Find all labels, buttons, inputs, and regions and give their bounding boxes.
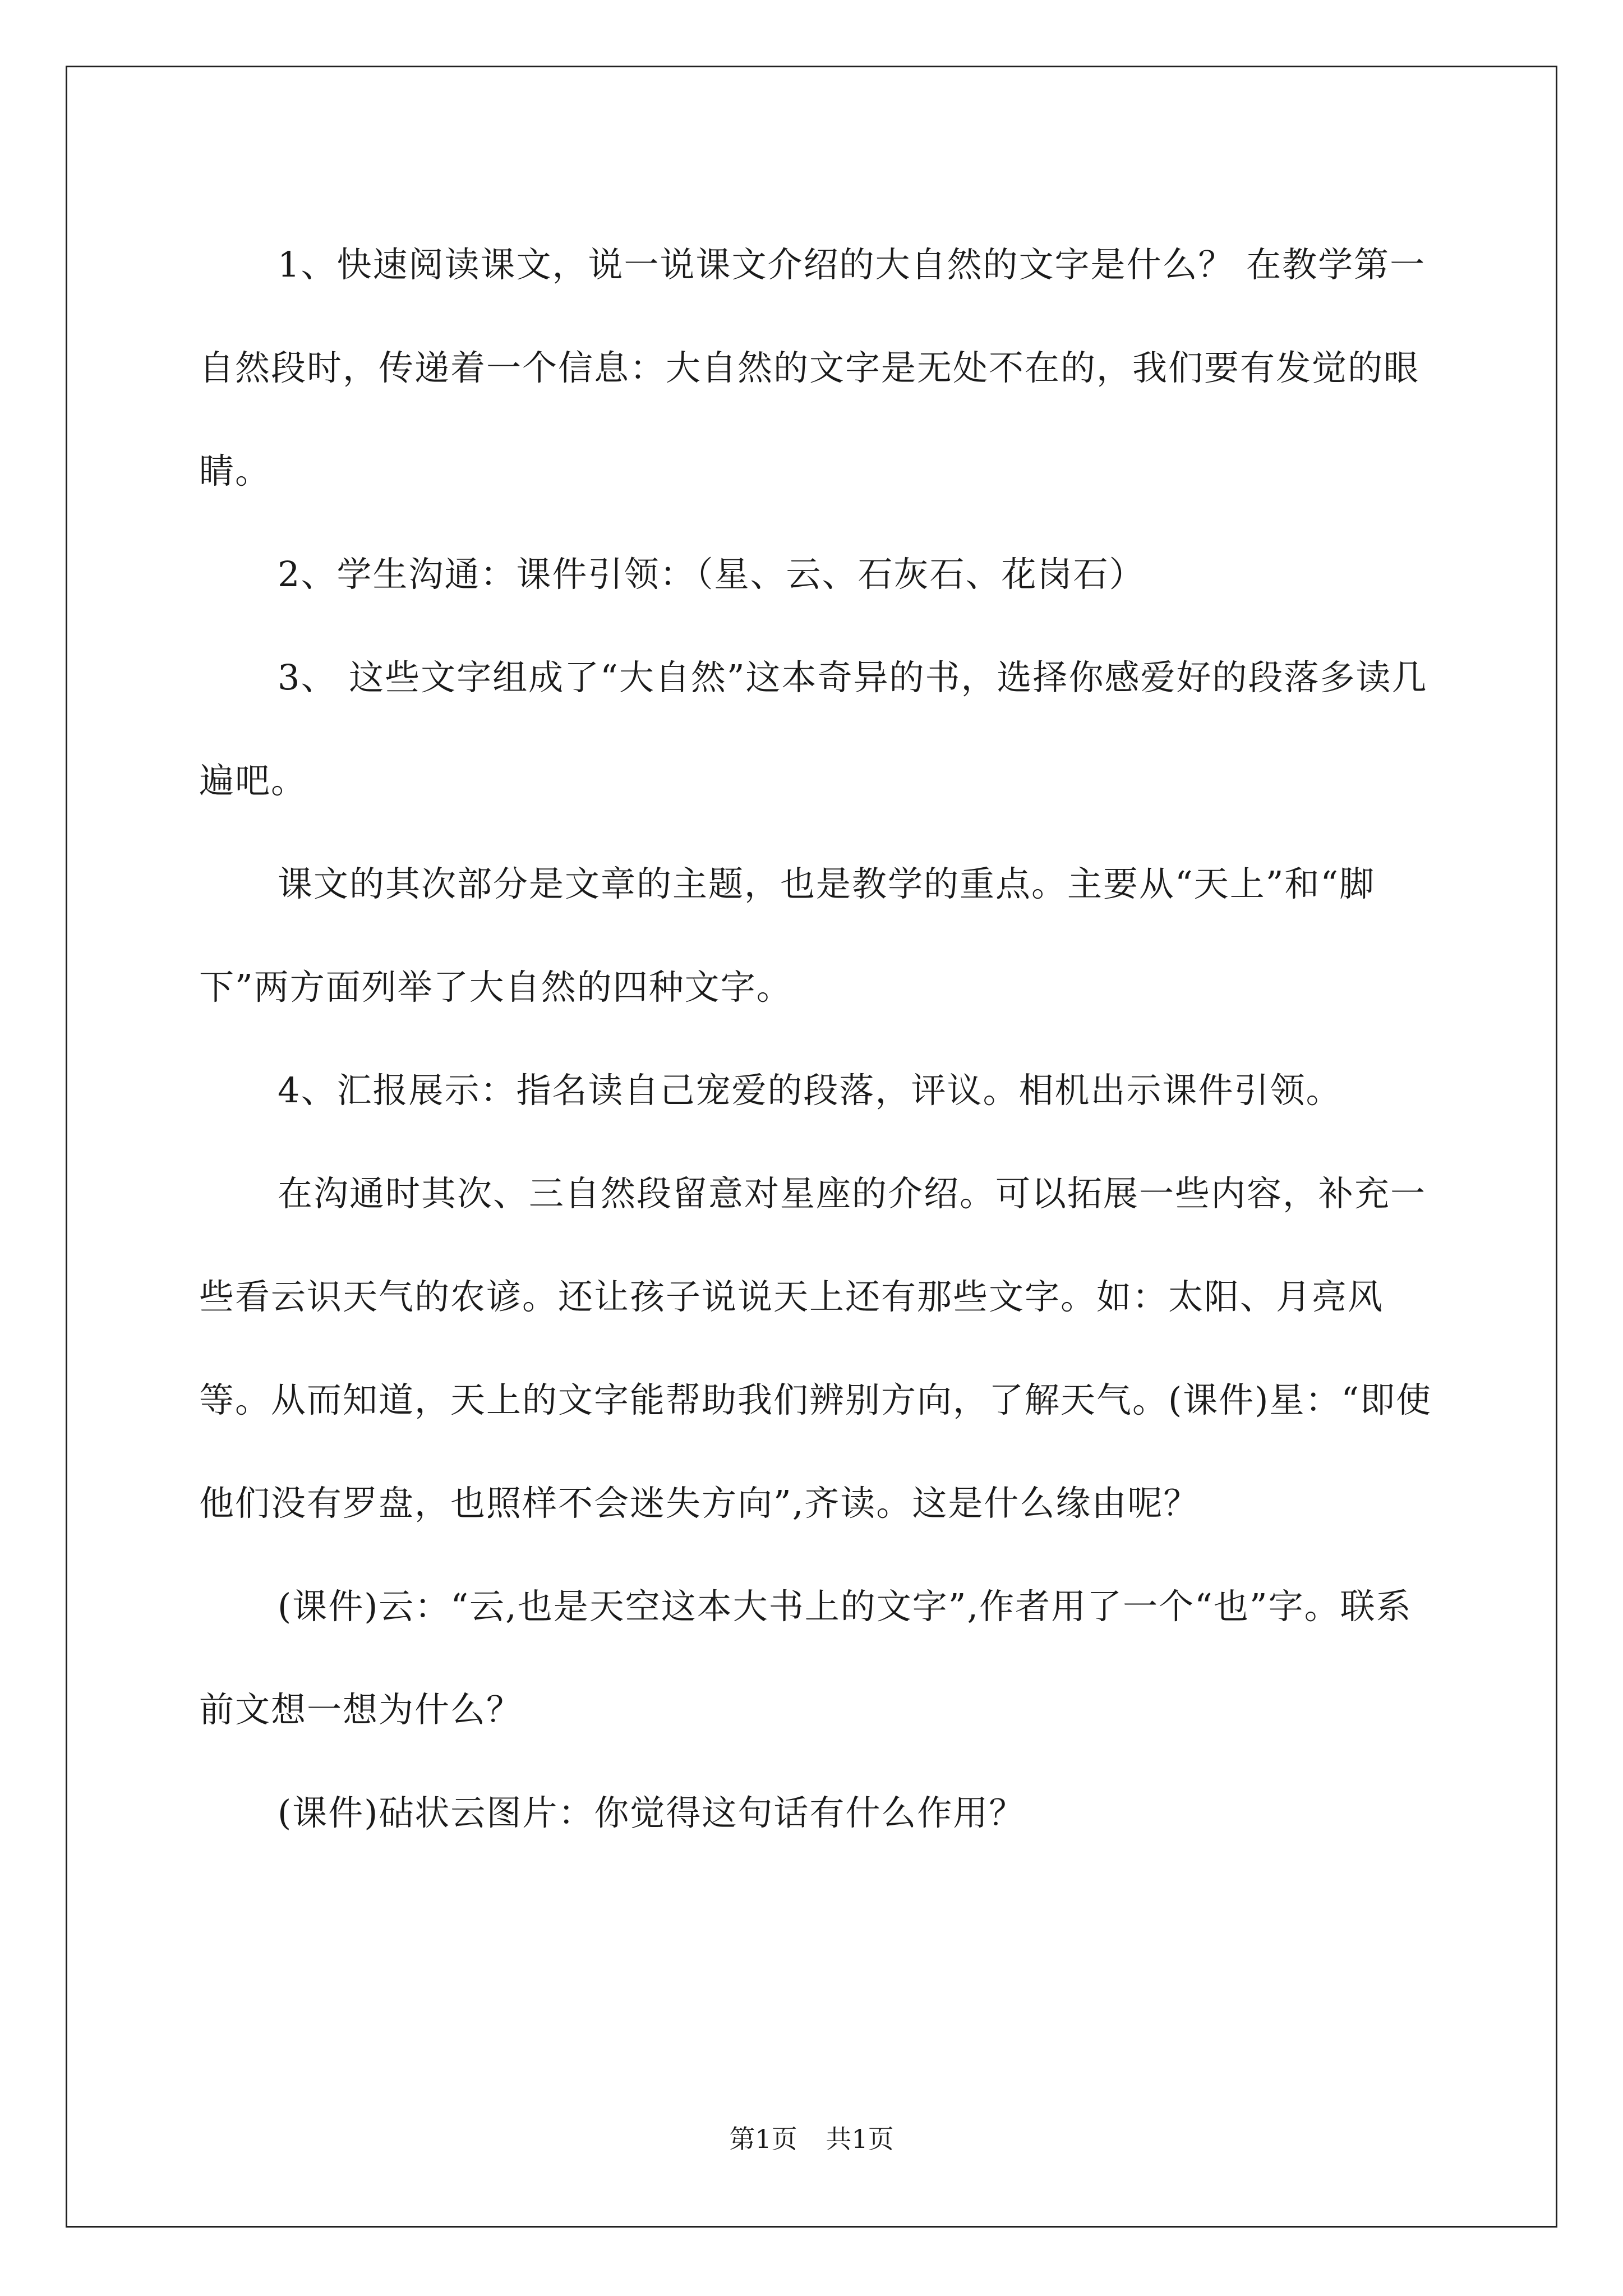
- paragraph-4: 课文的其次部分是文章的主题，也是教学的重点。主要从“天上”和“脚下”两方面列举了大自然的四种文字。: [199, 863, 1376, 1007]
- page-footer: [0, 2119, 1623, 2156]
- paragraph-6: 在沟通时其次、三自然段留意对星座的介绍。可以拓展一些内容，补充一些看云识天气的农谚。还让孩子说说天上还有那些文字。如：太阳、月亮风等。从而知道，天上的文字能帮助我们辨别方向，了解天气。(课件)星：“即使他们没有罗盘，也照样不会迷失方向”,齐读。这是什么缘由呢？: [199, 1173, 1432, 1524]
- paragraph-2: 2、学生沟通：课件引领：（星、云、石灰石、花岗石）: [278, 554, 1145, 595]
- page-number-total: 共1页: [826, 2124, 894, 2154]
- paragraph-7: (课件)云：“云,也是天空这本大书上的文字”,作者用了一个“也”字。联系前文想一想为什么？: [199, 1586, 1412, 1730]
- document-body: [199, 213, 1438, 1865]
- paragraph-5: 4、汇报展示：指名读自己宠爱的段落，评议。相机出示课件引领。: [278, 1070, 1342, 1111]
- paragraph-1: 1、快速阅读课文，说一说课文介绍的大自然的文字是什么？ 在教学第一自然段时，传递着一个信息：大自然的文字是无处不在的，我们要有发觉的眼睛。: [199, 244, 1426, 491]
- page-number-current: 第1页: [729, 2124, 797, 2154]
- paragraph-8: (课件)砧状云图片：你觉得这句话有什么作用？: [278, 1792, 1025, 1833]
- paragraph-3: 3、 这些文字组成了“大自然”这本奇异的书，选择你感爱好的段落多读几遍吧。: [199, 657, 1428, 801]
